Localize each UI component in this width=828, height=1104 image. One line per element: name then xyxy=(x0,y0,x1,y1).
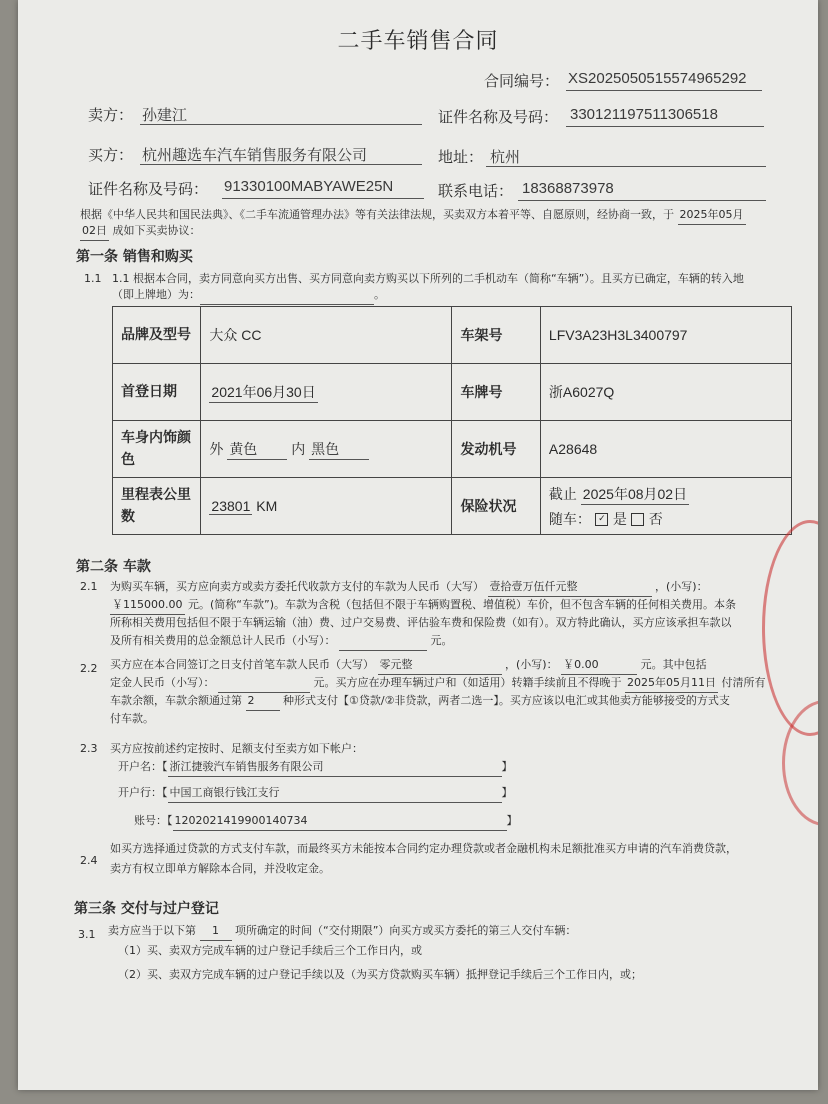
deposit-blank xyxy=(218,674,310,693)
preamble-text-2: 成如下买卖协议： xyxy=(112,224,201,237)
clause-2-1-line1 xyxy=(110,578,708,597)
seller-name: 孙建江 xyxy=(142,107,188,124)
exterior-label: 外 xyxy=(209,440,224,457)
clause-2-2-text-c: 元。其中包括 xyxy=(640,658,707,671)
article-1-title: 第一条 销售和购买 xyxy=(76,249,193,265)
first-registration-label: 首登日期 xyxy=(113,364,201,421)
clause-2-2-line3 xyxy=(110,692,730,711)
buyer-name: 杭州趣选车汽车销售服务有限公司 xyxy=(142,147,368,164)
clause-2-1-text-b: ，(小写)： xyxy=(655,580,708,593)
bank-row xyxy=(118,784,513,803)
with-car-label: 随车： xyxy=(548,511,591,528)
mileage-unit: KM xyxy=(256,497,278,514)
contract-no-label: 合同编号： xyxy=(484,72,560,90)
color-cell xyxy=(201,421,452,478)
clause-2-1-line2 xyxy=(110,596,736,615)
seller-id-underline xyxy=(566,126,764,127)
vehicle-info-table xyxy=(112,306,792,535)
mileage-label: 里程表公里数 xyxy=(113,478,201,535)
account-number-label: 账号：【 xyxy=(134,814,173,827)
delivery-option-1: （1）买、卖双方完成车辆的过户登记手续后三个工作日内，或 xyxy=(118,944,422,957)
clause-2-2-number: 2.2 xyxy=(80,662,98,675)
no-label: 否 xyxy=(648,511,663,528)
first-payment-upper: 零元整 xyxy=(378,656,502,675)
clause-2-1-number: 2.1 xyxy=(80,580,98,593)
yes-checkbox-checked[interactable]: ✓ xyxy=(595,513,608,526)
clause-2-2-line2 xyxy=(110,674,766,693)
bank-label: 开户行：【 xyxy=(118,786,168,799)
brand-model-label: 品牌及型号 xyxy=(113,307,201,364)
clause-1-1-line2-end: 。 xyxy=(374,288,385,301)
clause-1-1-number: 1.1 xyxy=(84,272,102,285)
clause-2-2-line4: 付车款。 xyxy=(110,712,154,725)
account-name-row xyxy=(118,758,513,777)
buyer-address-label: 地址： xyxy=(438,148,484,166)
with-car-row xyxy=(549,509,783,529)
account-name-bracket: 】 xyxy=(501,760,513,773)
clause-2-2-text-h: 种形式支付【①贷款/②非贷款，两者二选一】。买方应该以电汇或其他卖方能够接受的方式支 xyxy=(283,694,730,707)
no-checkbox[interactable] xyxy=(631,513,644,526)
clause-2-2-text-d: 定金人民币（小写）： xyxy=(110,676,215,689)
account-number-bracket: 】 xyxy=(506,814,518,827)
clause-3-1-text-a: 卖方应当于以下第 xyxy=(108,924,196,937)
mileage-cell xyxy=(201,478,452,535)
table-row xyxy=(113,307,792,364)
preamble-date-day: 02日 xyxy=(80,222,109,241)
buyer-id-underline xyxy=(222,198,424,199)
clause-2-2-text-a: 买方应在本合同签订之日支付首笔车款人民币（大写） xyxy=(110,658,374,671)
color-label: 车身内饰颜色 xyxy=(113,421,201,478)
payment-method: 2 xyxy=(246,692,280,711)
engine-label: 发动机号 xyxy=(452,421,540,478)
account-number-row xyxy=(134,812,518,831)
account-name-value: 浙江捷骏汽车销售服务有限公司 xyxy=(168,758,502,777)
clause-2-1-text-c: 元。(简称“车款”)。车款为含税（包括但不限于车辆购置税、增值税）车价，但不包含车辆的任何相关费用。本条 xyxy=(188,598,736,611)
yes-label: 是 xyxy=(612,511,627,528)
price-lower: ￥115000.00 xyxy=(110,596,185,615)
seller-id-value: 330121197511306518 xyxy=(570,106,718,123)
buyer-id-label: 证件名称及号码： xyxy=(88,180,209,198)
clause-1-1-line1: 1.1 根据本合同，卖方同意向买方出售、买方同意向卖方购买以下所列的二手机动车（简称“车辆”）。且买方已确定，车辆的转入地 xyxy=(112,272,744,285)
insurance-until-row xyxy=(549,484,783,505)
balance-due-date: 2025年05月11日 xyxy=(625,674,718,693)
bank-value: 中国工商银行钱江支行 xyxy=(168,784,502,803)
insurance-label: 保险状况 xyxy=(452,478,540,535)
buyer-phone-label: 联系电话： xyxy=(438,182,514,200)
clause-2-3-text: 买方应按前述约定按时、足额支付至卖方如下帐户： xyxy=(110,742,363,755)
clause-1-1-line2-text: （即上牌地）为： xyxy=(112,288,200,301)
buyer-phone-underline xyxy=(518,200,766,201)
clause-2-1-line4 xyxy=(110,632,453,651)
article-3-title: 第三条 交付与过户登记 xyxy=(74,901,219,917)
exterior-color: 黄色 xyxy=(227,439,287,460)
clause-2-2-text-g: 车款余额，车款余额通过第 xyxy=(110,694,242,707)
clause-2-4-number: 2.4 xyxy=(80,854,98,867)
clause-3-1-text-b: 项所确定的时间（“交付期限”）向买方或买方委托的第三人交付车辆： xyxy=(235,924,577,937)
table-row xyxy=(113,478,792,535)
clause-2-1-text-a: 为购买车辆，买方应向卖方或卖方委托代收款方支付的车款为人民币（大写） xyxy=(110,580,484,593)
table-row xyxy=(113,364,792,421)
price-upper: 壹拾壹万伍仟元整 xyxy=(488,578,652,597)
first-payment-lower: ￥0.00 xyxy=(561,656,637,675)
buyer-phone-value: 18368873978 xyxy=(522,180,614,197)
brand-model-value: 大众 CC xyxy=(201,307,452,364)
preamble-line2 xyxy=(80,222,201,241)
contract-no-underline xyxy=(566,90,762,91)
first-registration-value: 2021年06月30日 xyxy=(209,382,317,403)
clause-2-2-text-e: 元。买方应在办理车辆过户和（如适用）转籍手续前且不得晚于 xyxy=(313,676,622,689)
vin-value: LFV3A23H3L3400797 xyxy=(540,307,791,364)
clause-2-4-line2: 卖方有权立即单方解除本合同，并没收定金。 xyxy=(110,862,330,875)
document-title: 二手车销售合同 xyxy=(337,29,499,54)
mileage-value: 23801 xyxy=(211,497,251,514)
clause-2-1-text-f: 元。 xyxy=(430,634,453,647)
destination-blank xyxy=(200,286,374,305)
seller-label: 卖方： xyxy=(88,106,134,124)
clause-2-1-text-e: 及所有相关费用的总金额总计人民币（小写）： xyxy=(110,634,336,647)
engine-value: A28648 xyxy=(540,421,791,478)
clause-3-1-line1 xyxy=(108,922,576,941)
buyer-id-value: 91330100MABYAWE25N xyxy=(224,178,394,195)
preamble-date-month: 2025年05月 xyxy=(678,206,746,225)
insurance-cell xyxy=(540,478,791,535)
clause-2-3-number: 2.3 xyxy=(80,742,98,755)
buyer-underline xyxy=(140,164,422,165)
first-registration-cell xyxy=(201,364,452,421)
account-name-label: 开户名：【 xyxy=(118,760,168,773)
total-amount-blank xyxy=(339,632,427,651)
plate-value: 浙A6027Q xyxy=(540,364,791,421)
contract-page xyxy=(18,0,818,1090)
insurance-until-label: 截止 xyxy=(548,485,577,502)
delivery-option: 1 xyxy=(200,922,232,941)
preamble-text: 根据《中华人民共和国民法典》、《二手车流通管理办法》等有关法律法规，买卖双方本着平等、自愿原则，经协商一致，于 xyxy=(80,208,674,221)
insurance-until-value: 2025年08月02日 xyxy=(581,484,689,505)
plate-label: 车牌号 xyxy=(452,364,540,421)
clause-2-4-line1: 如买方选择通过贷款的方式支付车款，而最终买方未能按本合同约定办理贷款或者金融机构未足额批准买方申请的汽车消费贷款， xyxy=(110,842,737,855)
contract-no-value: XS2025050515574965292 xyxy=(568,70,747,87)
delivery-option-2: （2）买、卖双方完成车辆的过户登记手续以及（为买方贷款购买车辆）抵押登记手续后三个工作日内，或； xyxy=(118,968,642,981)
vin-label: 车架号 xyxy=(452,307,540,364)
account-number-value: 1202021419900140734 xyxy=(173,812,507,831)
table-row xyxy=(113,421,792,478)
clause-2-1-line3: 所称相关费用包括但不限于车辆运输（油）费、过户交易费、评估验车费和保险费（如有）。双方特此确认，买方应该承担车款以 xyxy=(110,616,732,629)
seller-underline xyxy=(140,124,422,125)
clause-3-1-number: 3.1 xyxy=(78,928,96,941)
interior-label: 内 xyxy=(291,440,306,457)
clause-2-2-text-f: 付清所有 xyxy=(721,676,766,689)
seller-id-label: 证件名称及号码： xyxy=(438,108,559,126)
clause-2-2-text-b: ，(小写)： xyxy=(505,658,558,671)
article-2-title: 第二条 车款 xyxy=(76,559,151,575)
clause-1-1-line2 xyxy=(112,286,385,305)
buyer-address-value: 杭州 xyxy=(490,149,521,166)
buyer-address-underline xyxy=(486,166,766,167)
interior-color: 黑色 xyxy=(309,439,369,460)
bank-bracket: 】 xyxy=(501,786,513,799)
clause-2-2-line1 xyxy=(110,656,707,675)
buyer-label: 买方： xyxy=(88,146,134,164)
